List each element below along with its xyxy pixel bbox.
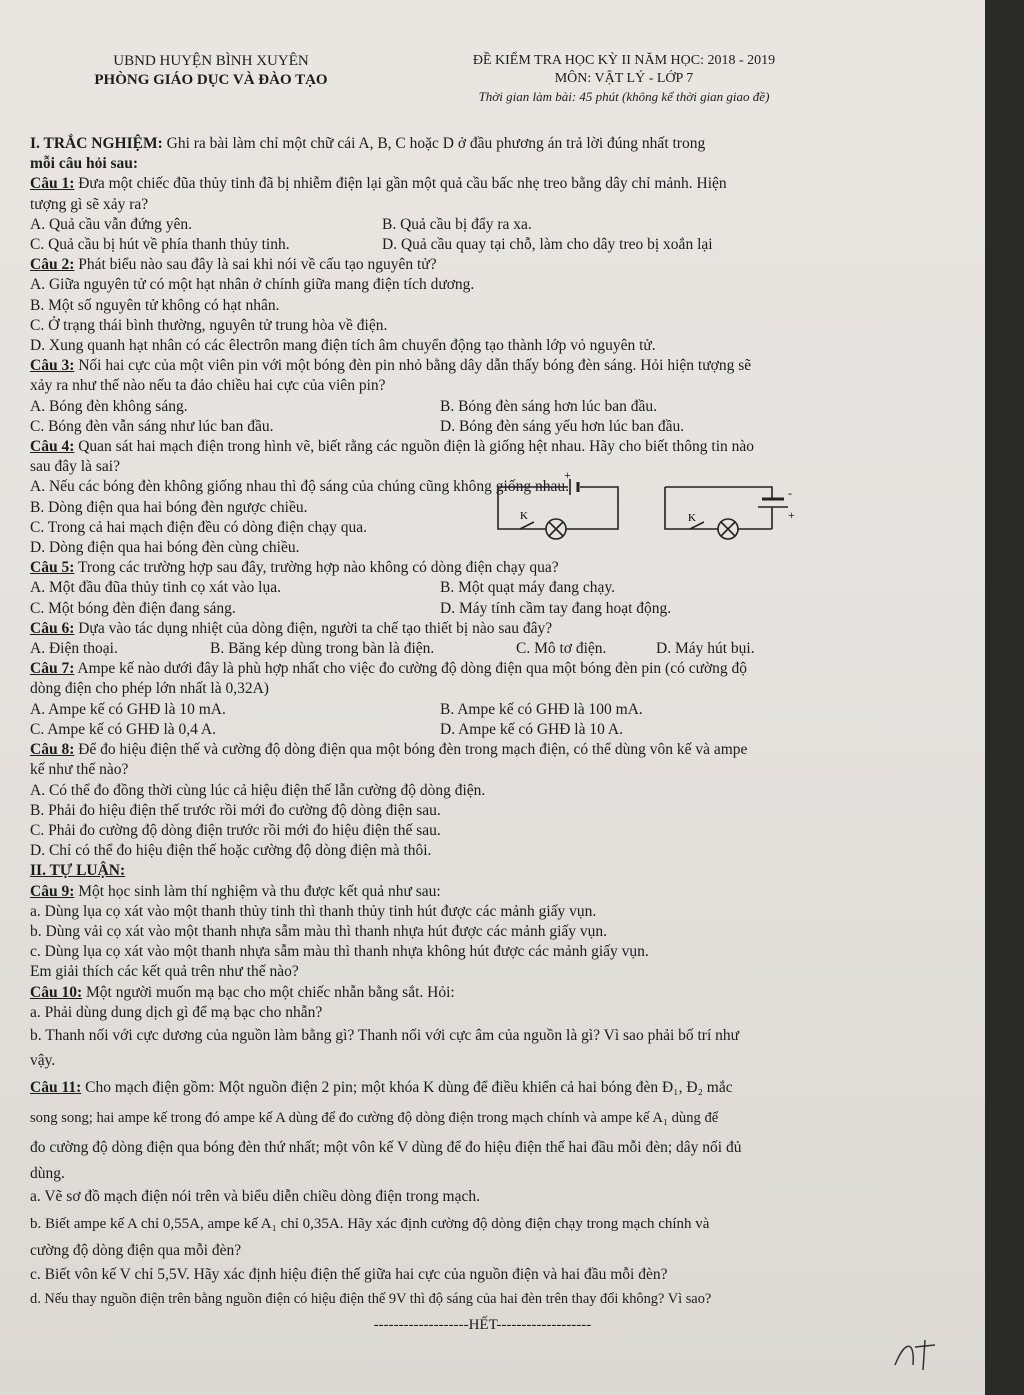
q11-stem (30, 1073, 935, 1103)
section1-line (30, 134, 935, 154)
q11-text-2: song song; hai ampe kế trong đó ampe kế A dùng để đo cường độ dòng điện trong mạch chính và ampe kế A₁ dùng để (30, 1109, 719, 1126)
c2-plus: + (788, 508, 795, 523)
q1-cd (30, 235, 935, 255)
section1-intro-2: mỗi câu hỏi sau: (30, 155, 139, 173)
q7-text-2: dòng điện cho phép lớn nhất là 0,32A) (30, 680, 269, 698)
q3-option-c: C. Bóng đèn vẫn sáng như lúc ban đầu. (30, 417, 274, 435)
q5-option-a: A. Một đầu đũa thủy tinh cọ xát vào lụa. (30, 579, 281, 597)
q9-part-a: a. Dùng lụa cọ xát vào một thanh thủy tinh thì thanh thủy tinh hút được các mảnh giấy vụn. (30, 902, 597, 920)
q3-ab (30, 397, 935, 417)
q6-option-a: A. Điện thoại. (30, 640, 118, 658)
q4-label: Câu 4: (30, 438, 75, 456)
q8-option-b: B. Phải đo hiệu điện thế trước rồi mới đo cường độ dòng điện sau. (30, 801, 441, 819)
q8-text: Để đo hiệu điện thế và cường độ dòng điện qua một bóng đèn trong mạch điện, có thể dùng vôn kế và ampe (74, 741, 748, 759)
q2-option-a: A. Giữa nguyên tử có một hạt nhân ở chính giữa mang điện tích dương. (30, 276, 475, 294)
q5-label: Câu 5: (30, 559, 75, 577)
exam-title: ĐỀ KIỂM TRA HỌC KỲ II NĂM HỌC: 2018 - 2019 (472, 53, 776, 68)
q8-option-a: A. Có thể đo đồng thời cùng lúc cả hiệu điện thế lẫn cường độ dòng điện. (30, 781, 486, 799)
q4-option-c: C. Trong cả hai mạch điện đều có dòng điện chạy qua. (30, 518, 368, 536)
q4-option-b: B. Dòng điện qua hai bóng đèn ngược chiều. (30, 498, 308, 516)
q6-label: Câu 6: (30, 619, 75, 637)
exam-header (30, 52, 935, 134)
q10-stem (30, 983, 935, 1003)
q1-option-c: C. Quả cầu bị hút về phía thanh thủy tinh. (30, 236, 290, 254)
q10-label: Câu 10: (30, 983, 83, 1001)
q2-stem (30, 255, 935, 275)
time-line: Thời gian làm bài: 45 phút (không kể thời gian giao đề) (478, 89, 770, 104)
q1-text-2: tượng gì sẽ xảy ra? (30, 195, 149, 213)
q4-text: Quan sát hai mạch điện trong hình vẽ, biết rằng các nguồn điện là giống hệt nhau. Hãy cho biết thông tin nào (74, 438, 755, 456)
q6-text: Dựa vào tác dụng nhiệt của dòng điện, người ta chế tạo thiết bị nào sau đây? (74, 619, 553, 637)
circuit-2 (665, 487, 788, 539)
q4-stem (30, 437, 935, 457)
q10-part-a: a. Phải dùng dung dịch gì để mạ bạc cho nhẫn? (30, 1003, 323, 1021)
q3-text-2: xảy ra như thế nào nếu ta đảo chiều hai cực của viên pin? (30, 377, 386, 395)
q11-part-c: c. Biết vôn kế V chỉ 5,5V. Hãy xác định hiệu điện thế giữa hai cực của nguồn điện và hai đầu mỗi đèn? (30, 1265, 668, 1283)
q10-part-b: b. Thanh nối với cực dương của nguồn làm bằng gì? Thanh nối với cực âm của nguồn là gì? Vì sao phải bố trí như (30, 1026, 740, 1044)
end-marker: -------------------HẾT------------------- (373, 1316, 592, 1333)
q7-option-b: B. Ampe kế có GHĐ là 100 mA. (440, 700, 643, 718)
q11-part-a: a. Vẽ sơ đồ mạch điện nói trên và biểu diễn chiều dòng điện trong mạch. (30, 1187, 480, 1205)
q2-option-b: B. Một số nguyên tử không có hạt nhân. (30, 296, 280, 314)
q11-part-b: b. Biết ampe kế A chỉ 0,55A, ampe kế A₁ chỉ 0,35A. Hãy xác định cường độ dòng điện chạy trong mạch chính và (30, 1215, 710, 1232)
q1-stem (30, 174, 935, 194)
q11-text: Cho mạch điện gồm: Một nguồn điện 2 pin; một khóa K dùng để điều khiển cả hai bóng đèn Đ₁, Đ₂ mắc (81, 1078, 733, 1096)
q8-option-c: C. Phải đo cường độ dòng điện trước rồi mới đo hiệu điện thế sau. (30, 821, 441, 839)
q8-label: Câu 8: (30, 741, 75, 759)
q1-text: Đưa một chiếc đũa thủy tinh đã bị nhiễm điện lại gần một quả cầu bấc nhẹ treo bằng dây chỉ mảnh. Hiện (74, 175, 727, 193)
q3-text: Nối hai cực của một viên pin với một bóng đèn pin nhỏ bằng dây dẫn thấy bóng đèn sáng. Hỏi hiện tượng sẽ (74, 357, 752, 375)
department-name: PHÒNG GIÁO DỤC VÀ ĐÀO TẠO (94, 72, 328, 88)
q11-label: Câu 11: (30, 1078, 82, 1096)
q5-text: Trong các trường hợp sau đây, trường hợp nào không có dòng điện chạy qua? (74, 559, 559, 577)
section2-title: II. TỰ LUẬN: (30, 862, 126, 880)
q3-stem (30, 356, 935, 376)
q1-option-a: A. Quả cầu vẫn đứng yên. (30, 215, 193, 233)
q1-ab (30, 215, 935, 235)
c1-plus: + (564, 468, 571, 483)
q11-part-d: d. Nếu thay nguồn điện trên bằng nguồn điện có hiệu điện thế 9V thì độ sáng của hai đèn trên thay đổi không? Vì sao? (30, 1290, 712, 1307)
q10-text: Một người muốn mạ bạc cho một chiếc nhẫn bằng sắt. Hỏi: (82, 983, 455, 1001)
q4-text-2: sau đây là sai? (30, 458, 120, 476)
q5-stem (30, 558, 935, 578)
q9-stem (30, 882, 935, 902)
c1-k-label: K (520, 510, 528, 523)
signature-mark (885, 1335, 945, 1375)
q7-option-d: D. Ampe kế có GHĐ là 10 A. (440, 720, 623, 738)
q7-stem (30, 659, 935, 679)
q9-part-c: c. Dùng lụa cọ xát vào một thanh nhựa sẫm màu thì thanh nhựa không hút được các mảnh giấy vụn. (30, 943, 649, 961)
q6-option-b: B. Băng kép dùng trong bàn là điện. (210, 640, 435, 658)
q11-text-3: đo cường độ dòng điện qua bóng đèn thứ nhất; một vôn kế V dùng để đo hiệu điện thế hai đầu mỗi đèn; dây nối đủ (30, 1138, 742, 1156)
q6-stem (30, 619, 935, 639)
circuit-1 (498, 479, 618, 539)
q2-option-d: D. Xung quanh hạt nhân có các êlectrôn mang điện tích âm chuyển động tạo thành lớp vỏ nguyên tử. (30, 337, 656, 355)
q9-text: Một học sinh làm thí nghiệm và thu được kết quả như sau: (74, 882, 441, 900)
q8-text-2: kế như thế nào? (30, 761, 129, 779)
q1-option-b: B. Quả cầu bị đẩy ra xa. (382, 215, 532, 233)
school-info (66, 52, 356, 90)
q2-option-c: C. Ở trạng thái bình thường, nguyên tử trung hòa về điện. (30, 316, 388, 334)
section1-intro: Ghi ra bài làm chỉ một chữ cái A, B, C hoặc D ở đầu phương án trả lời đúng nhất trong (162, 135, 706, 152)
q8-option-d: D. Chỉ có thể đo hiệu điện thế hoặc cường độ dòng điện mà thôi. (30, 842, 432, 860)
q4-option-d: D. Dòng điện qua hai bóng đèn cùng chiều. (30, 539, 300, 557)
q7-cd (30, 720, 935, 740)
q2-label: Câu 2: (30, 256, 75, 274)
q7-label: Câu 7: (30, 660, 75, 678)
exam-info (414, 52, 834, 106)
district-name: UBND HUYỆN BÌNH XUYÊN (113, 53, 309, 69)
q6-option-d: D. Máy hút bụi. (656, 640, 755, 658)
q8-stem (30, 740, 935, 760)
q6-option-c: C. Mô tơ điện. (516, 640, 607, 658)
q3-option-d: D. Bóng đèn sáng yếu hơn lúc ban đầu. (440, 417, 685, 435)
q5-option-d: D. Máy tính cầm tay đang hoạt động. (440, 599, 672, 617)
q7-ab (30, 700, 935, 720)
q7-option-a: A. Ampe kế có GHĐ là 10 mA. (30, 700, 226, 718)
q9-part-b: b. Dùng vải cọ xát vào một thanh nhựa sẫm màu thì thanh nhựa hút được các mảnh giấy vụn. (30, 922, 608, 940)
q5-option-c: C. Một bóng đèn điện đang sáng. (30, 599, 236, 617)
q3-option-b: B. Bóng đèn sáng hơn lúc ban đầu. (440, 397, 657, 415)
q4-option-a: A. Nếu các bóng đèn không giống nhau thì độ sáng của chúng cũng không giống nhau. (30, 478, 569, 496)
c2-k-label: K (688, 512, 696, 525)
q5-cd (30, 599, 935, 619)
q5-option-b: B. Một quạt máy đang chạy. (440, 579, 616, 597)
q3-option-a: A. Bóng đèn không sáng. (30, 397, 188, 415)
q10-part-b-2: vậy. (30, 1051, 56, 1069)
q7-option-c: C. Ampe kế có GHĐ là 0,4 A. (30, 720, 216, 738)
q2-text: Phát biểu nào sau đây là sai khi nói về cấu tạo nguyên tử? (74, 256, 437, 274)
c2-minus: - (788, 486, 792, 501)
circuit-diagrams (490, 467, 810, 547)
q5-ab (30, 578, 935, 598)
subject-line: MÔN: VẬT LÝ - LỚP 7 (554, 71, 694, 86)
q9-label: Câu 9: (30, 882, 75, 900)
section1-title: I. TRẮC NGHIỆM: (30, 135, 163, 152)
q1-option-d: D. Quả cầu quay tại chỗ, làm cho dây treo bị xoắn lại (382, 236, 713, 254)
q9-question: Em giải thích các kết quả trên như thế nào? (30, 963, 299, 981)
q7-text: Ampe kế nào dưới đây là phù hợp nhất cho việc đo cường độ dòng điện qua một bóng đèn pin (có cường độ (74, 660, 748, 678)
q11-part-b-2: cường độ dòng điện qua mỗi đèn? (30, 1241, 242, 1259)
q11-text-4: dùng. (30, 1164, 65, 1182)
q6-options (30, 639, 935, 659)
q1-label: Câu 1: (30, 175, 75, 193)
q3-cd (30, 417, 935, 437)
exam-content (30, 52, 935, 1334)
q3-label: Câu 3: (30, 357, 75, 375)
